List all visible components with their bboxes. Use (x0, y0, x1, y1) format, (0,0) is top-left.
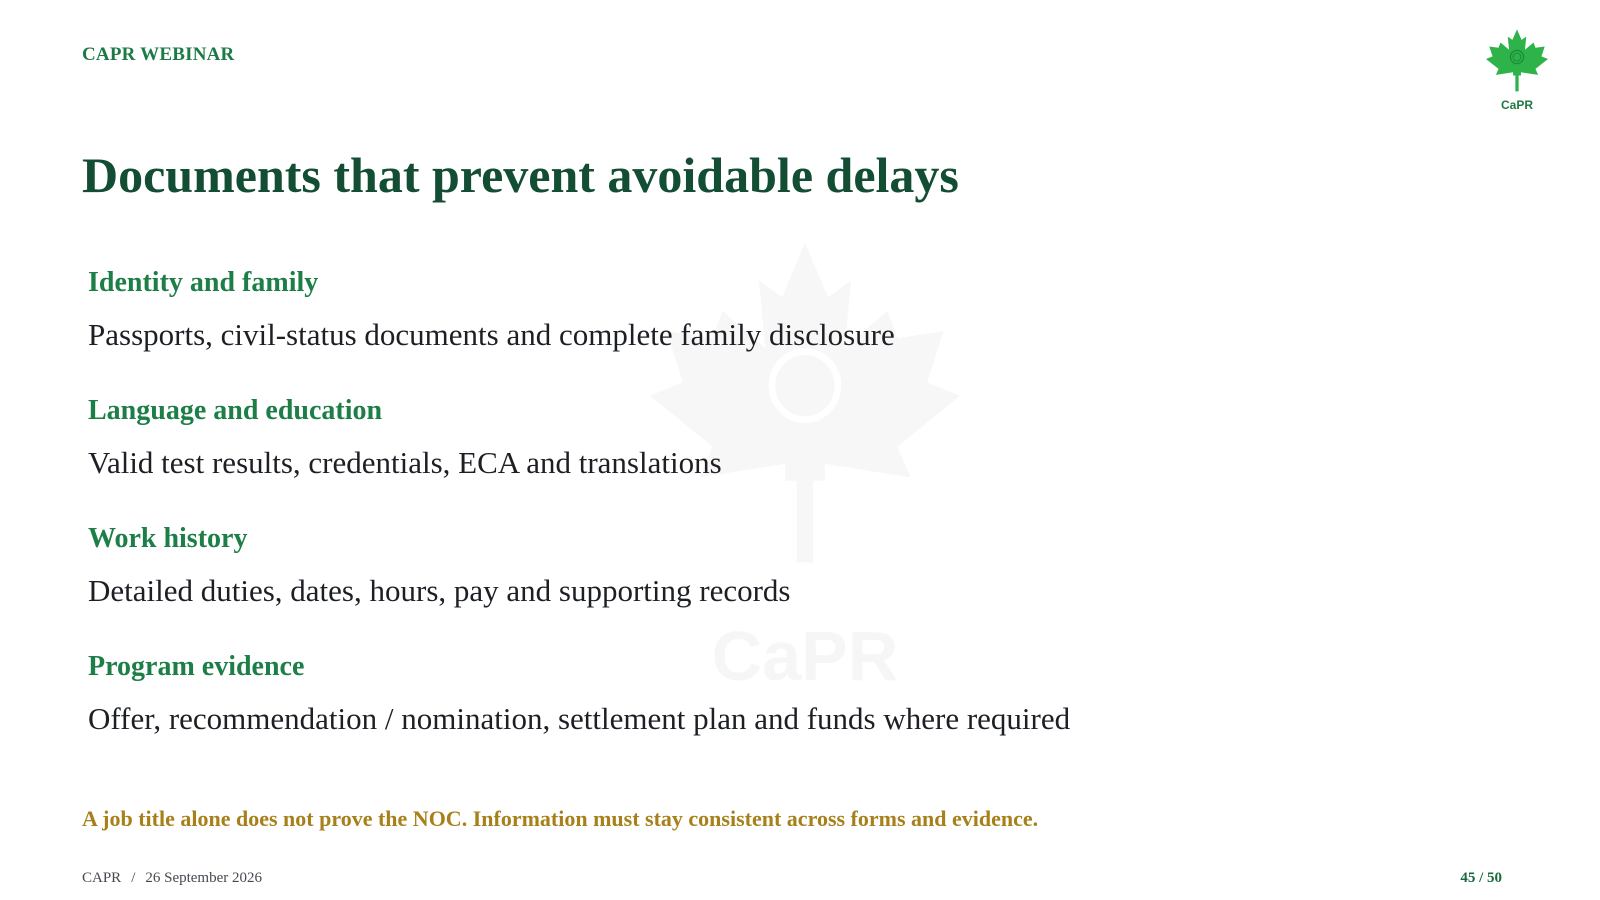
capr-logo (1484, 28, 1550, 118)
webinar-label: CAPR WEBINAR (82, 44, 235, 65)
callout-note: A job title alone does not prove the NOC. Information must stay consistent across forms and evidence. (82, 806, 1039, 831)
document-sections (88, 262, 1388, 774)
section-body: Offer, recommendation / nomination, settlement plan and funds where required (88, 701, 1071, 736)
section-heading: Identity and family (88, 267, 319, 298)
section-body: Valid test results, credentials, ECA and translations (88, 445, 722, 480)
section-heading: Language and education (88, 395, 383, 426)
footer-date: 26 September 2026 (145, 870, 263, 886)
section-identity-family (88, 262, 1388, 390)
page-number: 45 / 50 (1460, 870, 1502, 886)
section-language-education (88, 390, 1388, 518)
slide-title: Documents that prevent avoidable delays (82, 147, 959, 203)
footer-separator: / (131, 870, 136, 886)
section-heading: Work history (88, 523, 248, 554)
footer-org: CAPR (82, 870, 122, 886)
section-body: Detailed duties, dates, hours, pay and supporting records (88, 573, 791, 608)
watermark-text: CaPR (711, 617, 899, 695)
section-program-evidence (88, 646, 1388, 774)
logo-text: CaPR (1500, 98, 1533, 112)
section-heading: Program evidence (88, 651, 305, 682)
maple-leaf-icon (1484, 28, 1550, 94)
section-work-history (88, 518, 1388, 646)
section-body: Passports, civil-status documents and complete family disclosure (88, 317, 895, 352)
footer (82, 870, 262, 887)
